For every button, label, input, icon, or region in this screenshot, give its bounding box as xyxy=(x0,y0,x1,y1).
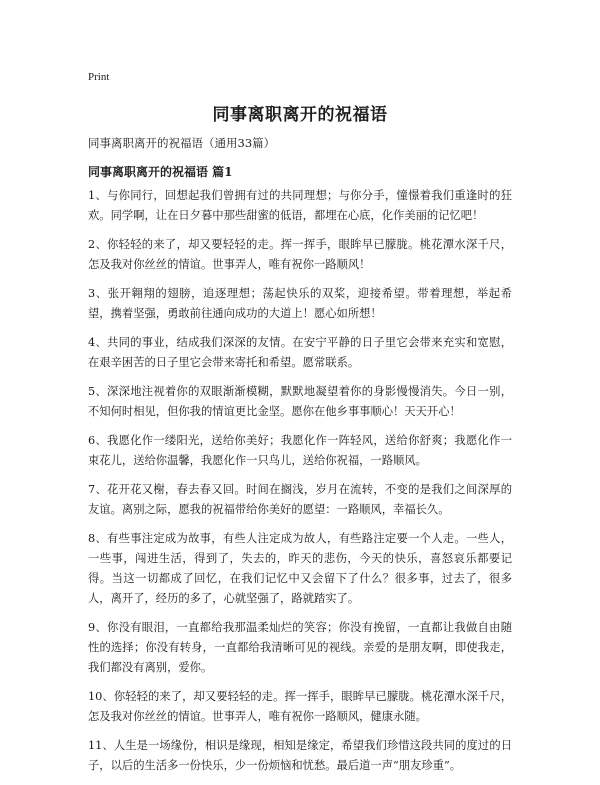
paragraph: 4、共同的事业，结成我们深深的友情。在安宁平静的日子里它会带来充实和宽慰，在艰辛困苦的日子里它会带来寄托和希望。愿常联系。 xyxy=(88,336,512,369)
paragraph: 9、你没有眼泪，一直都给我那温柔灿烂的笑容；你没有挽留，一直都让我做自由随性的选择；你没有转身，一直都给我清晰可见的视线。亲爱的是朋友啊，即使我走，我们都没有离别，爱你。 xyxy=(88,621,512,674)
paragraph: 1、与你同行，回想起我们曾拥有过的共同理想；与你分手，憧憬着我们重逢时的狂欢。同学啊，让在日夕暮中那些甜蜜的低语，都埋在心底，化作美丽的记忆吧！ xyxy=(88,189,512,222)
paragraph: 5、深深地注视着你的双眼渐渐模糊，默默地凝望着你的身影慢慢消失。今日一别，不知何时相见，但你我的情谊更比金坚。愿你在他乡事事顺心！天天开心！ xyxy=(88,385,512,418)
paragraph: 6、我愿化作一缕阳光，送给你美好；我愿化作一阵轻风，送给你舒爽；我愿化作一束花儿，送给你温馨，我愿化作一只鸟儿，送给你祝福，一路顺风。 xyxy=(88,434,512,467)
paragraph: 11、人生是一场缘份，相识是缘现，相知是缘定，希望我们珍惜这段共同的度过的日子，以后的生活多一份快乐，少一份烦恼和忧愁。最后道一声“朋友珍重”。 xyxy=(88,739,512,772)
page-subtitle: 同事离职离开的祝福语（通用33篇） xyxy=(88,136,276,150)
paragraph-list xyxy=(88,186,512,785)
paragraph: 3、张开翱翔的翅膀，追逐理想；荡起快乐的双桨，迎接希望。带着理想，举起希望，携着坚强，勇敢前往通向成功的大道上！愿心如所想！ xyxy=(88,287,512,320)
paragraph: 7、花开花又榭，春去春又回。时间在搁浅，岁月在流转，不变的是我们之间深厚的友谊。离别之际，愿我的祝福带给你美好的愿望：一路顺风，幸福长久。 xyxy=(88,483,512,516)
paragraph: 2、你轻轻的来了，却又要轻轻的走。挥一挥手，眼眸早已朦胧。桃花潭水深千尺，怎及我对你丝丝的情谊。世事弄人，唯有祝你一路顺风！ xyxy=(88,238,512,271)
print-label[interactable]: Print xyxy=(88,71,110,83)
section-heading: 同事离职离开的祝福语 篇1 xyxy=(88,165,233,179)
page-title: 同事离职离开的祝福语 xyxy=(212,105,388,125)
paragraph: 10、你轻轻的来了，却又要轻轻的走。挥一挥手，眼眸早已朦胧。桃花潭水深千尺，怎及我对你丝丝的情谊。世事弄人，唯有祝你一路顺风，健康永随。 xyxy=(88,690,512,723)
paragraph: 8、有些事注定成为故事，有些人注定成为故人，有些路注定要一个人走。一些人，一些事，闯进生活，得到了，失去的，昨天的悲伤，今天的快乐，喜怒哀乐都要记得。当这一切都成了回忆，在我们记忆中又会留下了什么？很多事，过去了，很多人，离开了，经历的多了，心就坚强了，路就踏实了。 xyxy=(88,532,512,605)
